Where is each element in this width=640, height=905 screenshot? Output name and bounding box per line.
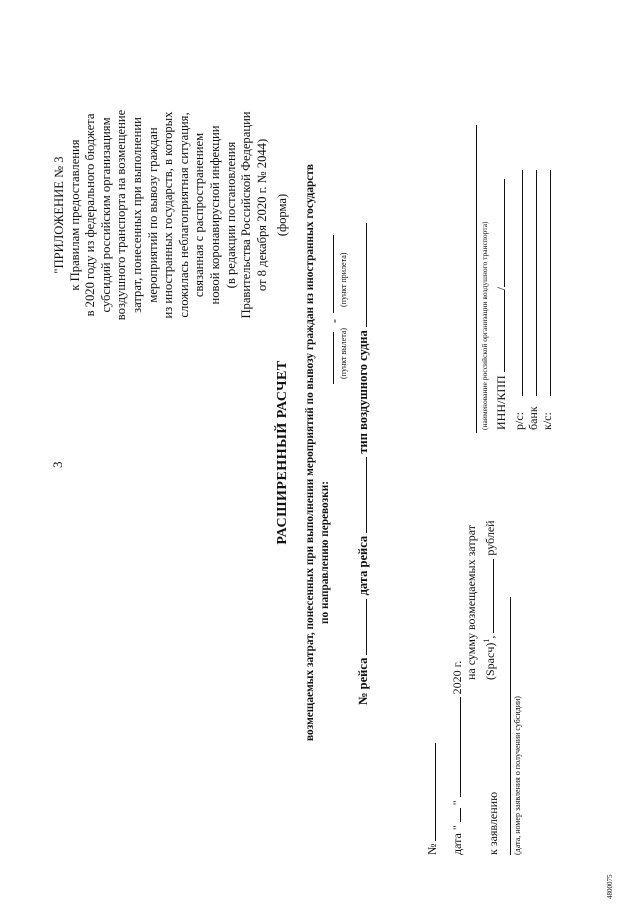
appendix-line: воздушного транспорта на возмещение [114, 109, 129, 321]
flight-date-field[interactable] [366, 457, 367, 533]
month-field[interactable] [460, 697, 461, 797]
appendix-line: связанная с распространением [192, 132, 207, 298]
correspondent-account-field[interactable] [550, 170, 551, 396]
document-code: 4800075 [606, 874, 614, 899]
appendix-line: в 2020 году из федерального бюджета [83, 113, 98, 317]
arrival-point-field[interactable] [333, 235, 334, 313]
inn-kpp-row [494, 179, 509, 430]
organization-caption: (наименование российской организации воздушного транспорта) [480, 221, 489, 430]
flight-number-field[interactable] [366, 599, 367, 655]
settlement-account-label: р/с: [512, 412, 526, 430]
bank-field[interactable] [536, 170, 537, 396]
form-note: (форма) [275, 193, 290, 237]
appendix-line: (в редакции постановления [223, 141, 238, 289]
appendix-line: субсидий российским организациям [98, 117, 113, 313]
route-dash: - [327, 319, 341, 323]
appendix-line: от 8 декабря 2020 г. № 2044) [254, 138, 269, 292]
correspondent-account-label: к/с: [540, 412, 554, 430]
appendix-line: из иностранных государств, в которых [161, 111, 176, 319]
date-label: дата [450, 833, 464, 855]
document-title: РАСШИРЕННЫЙ РАСЧЕТ [275, 360, 290, 545]
flight-date-label: дата рейса [356, 535, 370, 596]
amount-line-1: на сумму возмещаемых затрат [464, 525, 478, 680]
document-number-row [422, 661, 442, 855]
amount-line-2 [479, 520, 498, 680]
flight-info-row [356, 223, 371, 705]
bank-details [512, 170, 554, 430]
appendix-line: затрат, понесенных при выполнении [129, 117, 144, 313]
amount-currency: рублей [483, 520, 497, 556]
departure-caption: (пункт вылета) [339, 327, 348, 379]
appendix-header-block [52, 65, 291, 365]
number-sign: № [425, 843, 439, 855]
inn-separator: / [494, 286, 508, 291]
amount-block [464, 520, 498, 680]
correspondent-account-row [540, 170, 554, 430]
application-caption: (дата, номер заявления о получении субсидии) [513, 696, 522, 855]
settlement-account-field[interactable] [522, 170, 523, 396]
appendix-line: сложилась неблагоприятная ситуация, [176, 112, 191, 318]
appendix-line: к Правилам предоставления [67, 139, 82, 291]
settlement-account-row [512, 170, 526, 430]
inn-field[interactable] [504, 290, 505, 372]
amount-symbol: (Spacч) [483, 642, 497, 680]
aircraft-type-field[interactable] [366, 223, 367, 327]
application-field-line[interactable] [510, 597, 511, 855]
organization-name-line[interactable] [476, 125, 477, 433]
flight-number-label: № рейса [356, 657, 370, 705]
amount-footnote-marker: 1 [482, 638, 491, 643]
appendix-line: "ПРИЛОЖЕНИЕ № 3 [52, 156, 66, 274]
quote-close: " [450, 800, 464, 806]
year-suffix: 2020 г. [450, 660, 464, 695]
departure-point-field[interactable] [333, 332, 334, 384]
document-number-field[interactable] [435, 743, 436, 841]
kpp-field[interactable] [504, 179, 505, 287]
left-block-number-date [422, 661, 467, 855]
inn-kpp-label: ИНН/КПП [494, 375, 508, 430]
appendix-line: мероприятий по вывозу граждан [145, 127, 160, 303]
day-field[interactable] [460, 808, 461, 822]
arrival-caption: (пункт прилета) [339, 252, 348, 307]
application-label: к заявлению [486, 791, 500, 855]
document-date-row [447, 661, 467, 855]
document-subtitle [303, 0, 333, 905]
subtitle-line-2: по направлению перевозки: [319, 480, 331, 625]
appendix-line: Правительства Российской Федерации [239, 111, 254, 319]
page-number: 3 [50, 461, 65, 468]
bank-label: банк [526, 406, 540, 430]
amount-comma: , [483, 635, 497, 639]
aircraft-type-label: тип воздушного судна [356, 330, 370, 454]
bank-row [526, 170, 540, 430]
subtitle-line-1: возмещаемых затрат, понесенных при выполнении мероприятий по вывозу граждан из иностранных государств [304, 164, 316, 741]
quote-open: " [450, 825, 464, 831]
appendix-line: новой коронавирусной инфекции [207, 125, 222, 305]
amount-field[interactable] [493, 559, 494, 633]
